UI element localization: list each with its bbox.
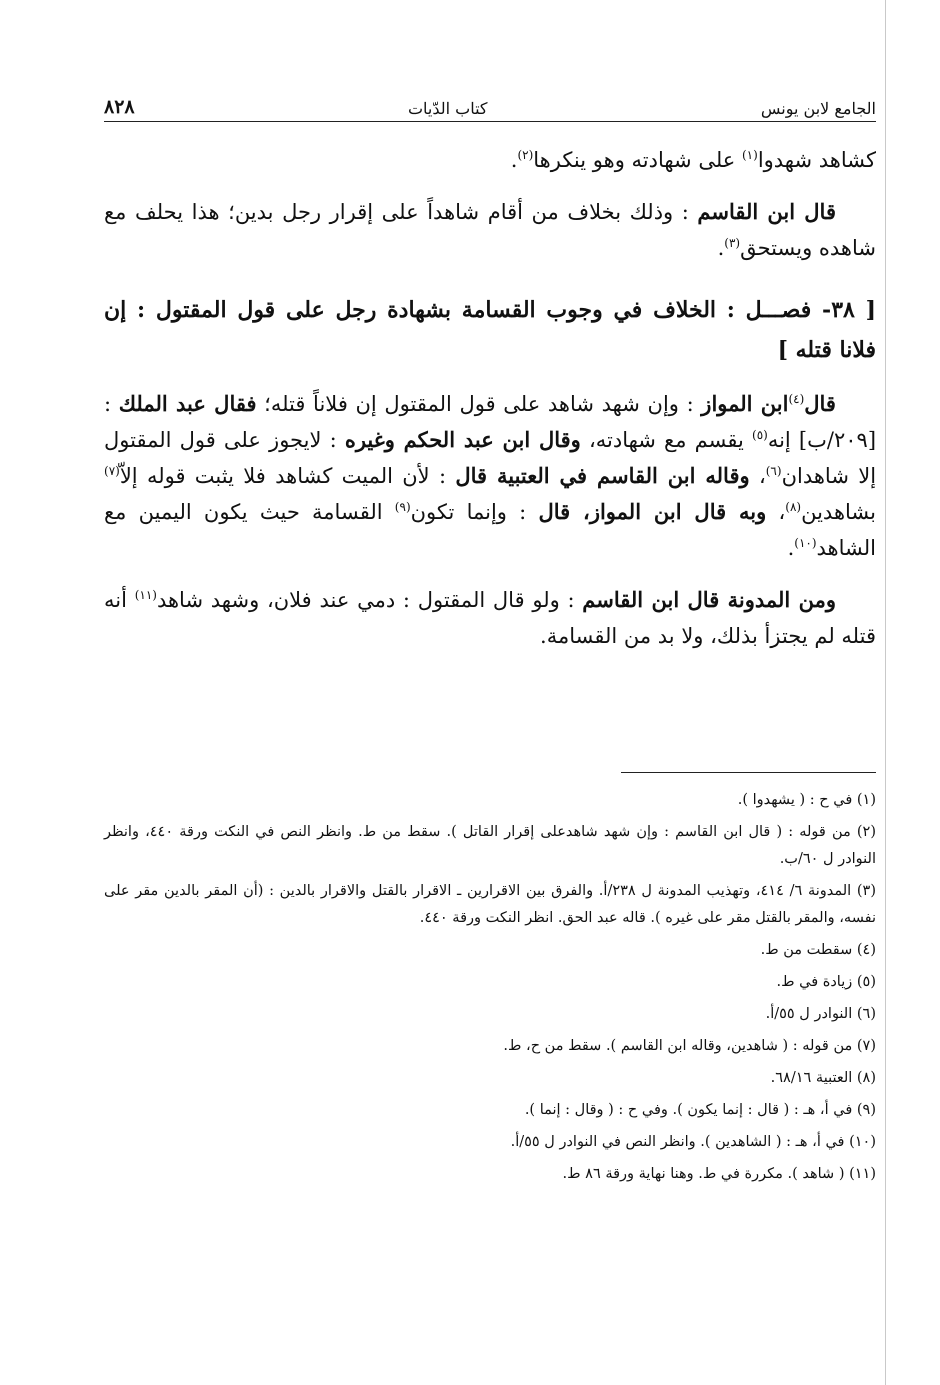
text-run: يقسم مع شهادته، [580,428,752,452]
text-run: . [787,536,795,560]
footnote-ref-6[interactable]: (٦) [765,464,782,478]
paragraph-1 [104,142,876,178]
footnote-2: (٢) من قوله : ( قال ابن القاسم : وإن شهد شاهدعلى إقرار القاتل ). سقط من ط. وانظر النص في النكت ورقة ٤٤٠، وانظر النوادر ل ٦٠/ب. [104,824,876,867]
text-run: : لايجوز على قول المقتول إلا شاهدان [104,428,877,488]
footnote-11: (١١) ( شاهد ). مكررة في ط. وهنا نهاية ورقة ٨٦ ط. [562,1166,876,1182]
text-run: بشاهدين [801,500,876,524]
footnote-3: (٣) المدونة ٦/ ٤١٤، وتهذيب المدونة ل ٢٣٨/أ. والفرق بين الاقرارين ـ الاقرار بالقتل والاقرار بالدين : (أن المقر بالدين مقر على نفسه، والمقر بالقتل مقر على غيره ). قاله عبد الحق. انظر النكت ورقة ٤٤٠. [104,883,877,926]
footnote-10: (١٠) في أ، هـ : ( الشاهدين ). وانظر النص في النوادر ل ٥٥/أ. [510,1134,876,1150]
text-run: : [٢٠٩/ب] إنه [104,392,877,452]
speaker-name: فقال عبد الملك [118,391,257,416]
running-header [104,96,876,122]
footnote-4: (٤) سقطت من ط. [760,942,876,958]
speaker-name: وقاله ابن القاسم في العتبية قال [455,463,750,488]
text-run: : وذلك بخلاف من أقام شاهداً على إقرار رجل بدين؛ هذا يحلف مع شاهده ويستحق [104,200,876,260]
footnote-ref-1[interactable]: (١) [741,148,758,162]
paragraph-3 [104,386,876,566]
text-run: كشاهد شهدوا [757,148,876,172]
footnote-ref-9[interactable]: (٩) [394,500,411,514]
text-run: : ولو قال المقتول : دمي عند فلان، وشهد شاهد [156,588,583,612]
text-run: : لأن الميت كشاهد فلا يثبت قوله إلاّ [119,464,456,488]
paragraph-4 [104,582,876,654]
book-page [104,96,876,1193]
footnote-ref-2[interactable]: (٢) [517,148,534,162]
text-run: : وإن شهد شاهد على قول المقتول إن فلاناً قتله؛ [256,392,702,416]
footnotes [104,787,876,1188]
speaker-name: وقال ابن عبد الحكم وغيره [344,427,581,452]
speaker-name: قال [804,391,836,416]
text-run: ، [766,500,786,524]
footnote-5: (٥) زيادة في ط. [776,974,876,990]
text-run: : وإنما تكون [410,500,539,524]
footnote-6: (٦) النوادر ل ٥٥/أ. [765,1006,876,1022]
footnote-7: (٧) من قوله : ( شاهدين، وقاله ابن القاسم ). سقط من ح، ط. [503,1038,876,1054]
text-run: . [717,236,725,260]
speaker-name: وبه قال ابن المواز، قال [538,499,767,524]
footnote-ref-4[interactable]: (٤) [788,392,805,406]
text-run: القسامة حيث يكون اليمين مع الشاهد [104,500,876,560]
header-chapter-title: كتاب الدّيات [407,99,488,118]
text-run: ، [749,464,766,488]
footnote-separator [621,772,876,773]
main-text [104,142,876,654]
footnote-1: (١) في ح : ( يشهدوا ). [737,792,876,808]
footnote-ref-10[interactable]: (١٠) [794,536,817,550]
paragraph-2 [104,194,876,266]
speaker-name: ابن المواز [701,391,789,416]
section-heading: [ ٣٨- فصـــل : الخلاف في وجوب القسامة بشهادة رجل على قول المقتول : إن فلانا قتله ] [104,297,877,363]
footnote-ref-5[interactable]: (٥) [752,428,768,442]
speaker-name: ومن المدونة قال ابن القاسم [582,587,836,612]
footnote-ref-11[interactable]: (١١) [134,588,157,602]
footnote-ref-3[interactable]: (٣) [724,236,741,250]
footnote-9: (٩) في أ، هـ : ( قال : إنما يكون ). وفي ح : ( وقال : إنما ). [524,1102,876,1118]
header-book-title: الجامع لابن يونس [760,99,876,118]
footnote-ref-8[interactable]: (٨) [785,500,802,514]
footnote-8: (٨) العتبية ٦٨/١٦. [770,1070,876,1086]
footnote-ref-7[interactable]: (٧) [104,464,120,478]
text-run: على شهادته وهو ينكرها [533,148,742,172]
speaker-name: قال ابن القاسم [697,199,836,224]
text-run: . [510,148,518,172]
scan-edge-line [885,0,886,1385]
text-run: أنه قتله لم يجتزأ بذلك، ولا بد من القسامة. [104,588,876,648]
page-number: ٨٢٨ [104,96,135,118]
